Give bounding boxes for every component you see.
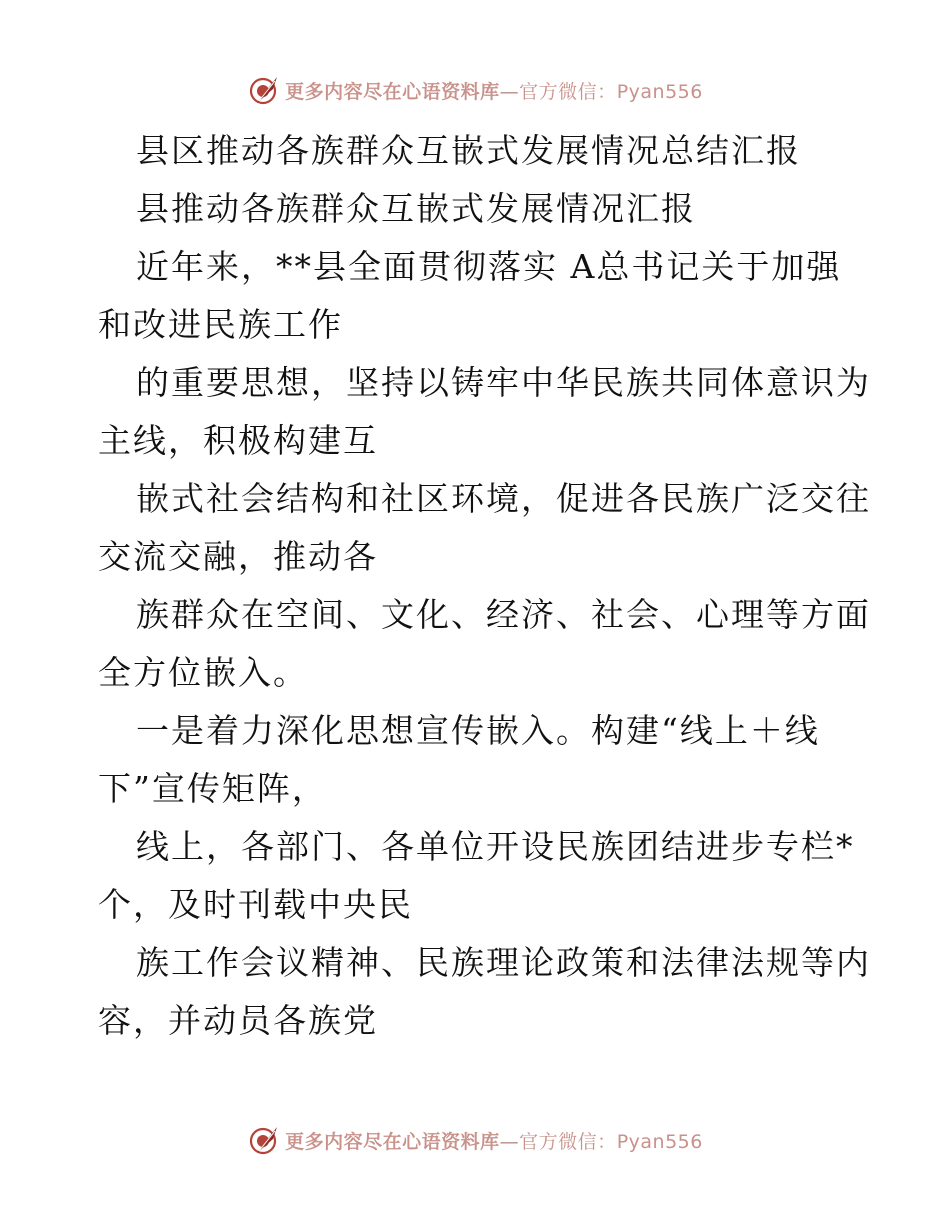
paragraph-line: 容，并动员各族党 <box>98 1001 378 1040</box>
document-title: 县区推动各族群众互嵌式发展情况总结汇报 <box>136 131 801 170</box>
paragraph-line: 族群众在空间、文化、经济、社会、心理等方面 <box>136 595 871 634</box>
watermark-text: 更多内容尽在心语资料库—官方微信：Pyan556 <box>285 80 703 103</box>
paragraph-line: 线上，各部门、各单位开设民族团结进步专栏* <box>136 827 855 866</box>
paragraph-line: 全方位嵌入。 <box>98 653 308 692</box>
footer-watermark-banner <box>0 1120 950 1160</box>
paragraph-line: 和改进民族工作 <box>98 305 343 344</box>
paragraph-line: 一是着力深化思想宣传嵌入。构建“线上＋线 <box>136 711 820 750</box>
paragraph-line: 近年来，**县全面贯彻落实 A总书记关于加强 <box>136 247 842 286</box>
paragraph-line: 族工作会议精神、民族理论政策和法律法规等内 <box>136 943 871 982</box>
paragraph-line: 嵌式社会结构和社区环境，促进各民族广泛交往 <box>136 479 871 518</box>
wechat-id: Pyan556 <box>616 1130 703 1153</box>
wechat-id: Pyan556 <box>616 80 703 103</box>
paragraph-line: 个，及时刊载中央民 <box>98 885 413 924</box>
paragraph-line: 的重要思想，坚持以铸牢中华民族共同体意识为 <box>136 363 871 402</box>
header-watermark-banner <box>0 70 950 110</box>
quill-circle-logo-icon <box>247 1123 281 1157</box>
quill-circle-logo-icon <box>247 73 281 107</box>
paragraph-line: 下”宣传矩阵， <box>98 769 327 808</box>
watermark-text: 更多内容尽在心语资料库—官方微信：Pyan556 <box>285 1130 703 1153</box>
document-subtitle: 县推动各族群众互嵌式发展情况汇报 <box>136 189 696 228</box>
paragraph-line: 交流交融，推动各 <box>98 537 378 576</box>
document-body <box>98 122 871 1050</box>
paragraph-line: 主线，积极构建互 <box>98 421 378 460</box>
